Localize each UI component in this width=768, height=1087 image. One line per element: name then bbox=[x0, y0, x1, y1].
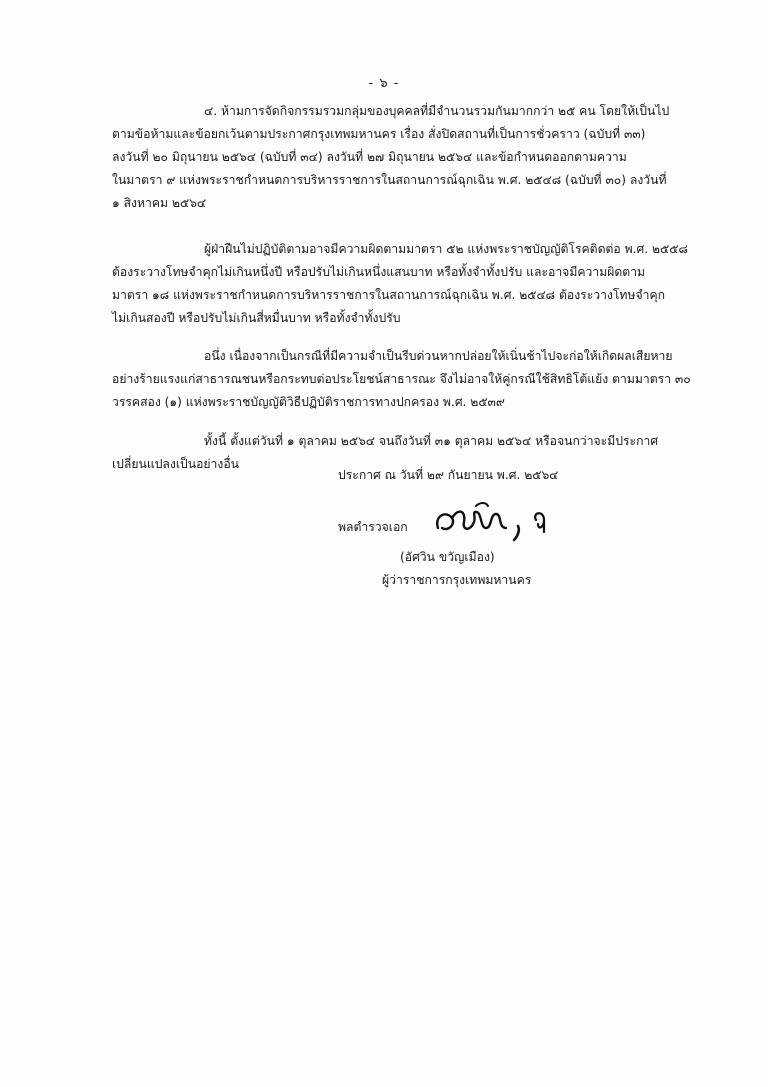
paragraph-line: ลงวันที่ ๒๐ มิถุนายน ๒๕๖๔ (ฉบับที่ ๓๔) ลงวันที่ ๒๗ มิถุนายน ๒๕๖๔ และข้อกำหนดออกตามความ bbox=[112, 150, 627, 164]
paragraph-line: ๔. ห้ามการจัดกิจกรรมรวมกลุ่มของบุคคลที่มีจำนวนรวมกันมากกว่า ๒๕ คน โดยให้เป็นไป bbox=[204, 104, 670, 118]
paragraph-line: อย่างร้ายแรงแก่สาธารณชนหรือกระทบต่อประโยชน์สาธารณะ จึงไม่อาจให้คู่กรณีใช้สิทธิโต้แย้ง ตามมาตรา ๓๐ bbox=[112, 372, 691, 386]
announcement-date: ประกาศ ณ วันที่ ๒๙ กันยายน พ.ศ. ๒๕๖๔ bbox=[338, 468, 559, 482]
paragraph-line: ทั้งนี้ ตั้งแต่วันที่ ๑ ตุลาคม ๒๕๖๔ จนถึงวันที่ ๓๑ ตุลาคม ๒๕๖๔ หรือจนกว่าจะมีประกาศ bbox=[204, 434, 659, 448]
paragraph-line: ตามข้อห้ามและข้อยกเว้นตามประกาศกรุงเทพมหานคร เรื่อง สั่งปิดสถานที่เป็นการชั่วคราว (ฉบับที่ ๓๓) bbox=[112, 127, 646, 141]
signer-title: ผู้ว่าราชการกรุงเทพมหานคร bbox=[382, 573, 532, 587]
signer-name: (อัศวิน ขวัญเมือง) bbox=[400, 550, 495, 564]
paragraph-gathering-ban bbox=[112, 100, 672, 215]
paragraph-urgency bbox=[112, 345, 691, 414]
paragraph-line: ในมาตรา ๙ แห่งพระราชกำหนดการบริหารราชการในสถานการณ์ฉุกเฉิน พ.ศ. ๒๕๔๘ (ฉบับที่ ๓๐) ลงวันที่ bbox=[112, 173, 667, 187]
paragraph-line: ไม่เกินสองปี หรือปรับไม่เกินสี่หมื่นบาท หรือทั้งจำทั้งปรับ bbox=[112, 311, 401, 325]
paragraph-line: ผู้ฝ่าฝืนไม่ปฏิบัติตามอาจมีความผิดตามมาตรา ๕๒ แห่งพระราชบัญญัติโรคติดต่อ พ.ศ. ๒๕๕๘ bbox=[204, 242, 688, 256]
paragraph-line: ๑ สิงหาคม ๒๕๖๔ bbox=[112, 196, 207, 210]
paragraph-line: มาตรา ๑๘ แห่งพระราชกำหนดการบริหารราชการในสถานการณ์ฉุกเฉิน พ.ศ. ๒๕๔๘ ต้องระวางโทษจำคุก bbox=[112, 288, 666, 302]
handwritten-signature bbox=[432, 498, 572, 546]
paragraph-line: เปลี่ยนแปลงเป็นอย่างอื่น bbox=[112, 457, 239, 471]
signer-rank: พลตำรวจเอก bbox=[338, 520, 408, 534]
signature-block bbox=[0, 458, 768, 598]
paragraph-line: วรรคสอง (๑) แห่งพระราชบัญญัติวิธีปฏิบัติราชการทางปกครอง พ.ศ. ๒๕๓๙ bbox=[112, 395, 505, 409]
paragraph-line: ต้องระวางโทษจำคุกไม่เกินหนึ่งปี หรือปรับไม่เกินหนึ่งแสนบาท หรือทั้งจำทั้งปรับ และอาจมีความผิดตาม bbox=[112, 265, 646, 279]
page-number: - ๖ - bbox=[368, 76, 400, 91]
paragraph-line: อนึ่ง เนื่องจากเป็นกรณีที่มีความจำเป็นรีบด่วนหากปล่อยให้เนิ่นช้าไปจะก่อให้เกิดผลเสียหาย bbox=[204, 349, 673, 363]
paragraph-penalty bbox=[112, 238, 688, 330]
